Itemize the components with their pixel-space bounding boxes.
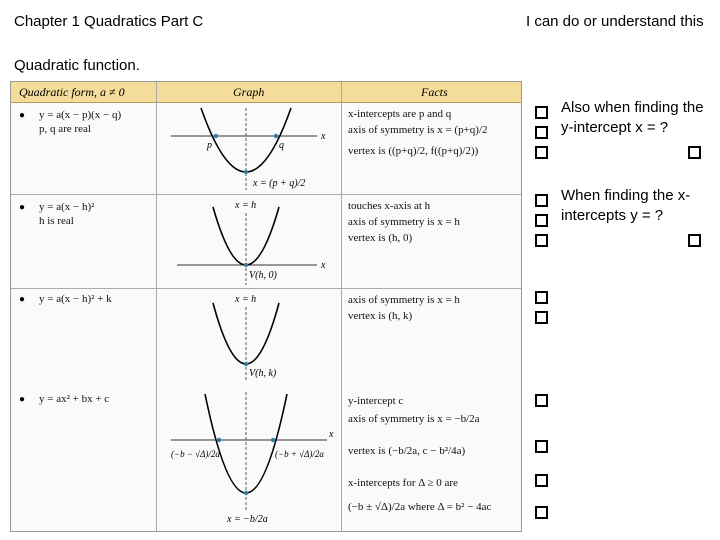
header-graph: Graph xyxy=(233,85,265,99)
bullet-icon: ● xyxy=(19,110,26,121)
label-x: x xyxy=(321,260,326,271)
form-row4: y = ax² + bx + c xyxy=(39,393,110,405)
checkbox[interactable] xyxy=(535,106,548,119)
bullet-icon: ● xyxy=(19,294,26,305)
fact-row4-1: y-intercept c xyxy=(348,395,404,407)
column-divider xyxy=(341,82,342,531)
label-p: p xyxy=(207,140,212,151)
fact-row2-2: axis of symmetry is x = h xyxy=(348,216,460,228)
label-x: x xyxy=(321,131,326,142)
label-axis: x = h xyxy=(235,294,257,305)
label-axis: x = −b/2a xyxy=(227,514,268,525)
bullet-icon: ● xyxy=(19,394,26,405)
fact-row4-4: x-intercepts for Δ ≥ 0 are xyxy=(348,477,458,489)
checkbox[interactable] xyxy=(535,311,548,324)
note-y-intercept: Also when finding the y-intercept x = ? xyxy=(561,99,704,136)
graph-row4 xyxy=(157,382,341,530)
bullet-icon: ● xyxy=(19,202,26,213)
checklist-heading: I can do or understand this xyxy=(526,13,704,30)
graph-row3 xyxy=(157,289,341,381)
header-form: Quadratic form, a ≠ 0 xyxy=(19,85,125,99)
label-left-root: (−b − √Δ)/2a xyxy=(171,449,220,459)
label-q: q xyxy=(279,140,284,151)
checkbox[interactable] xyxy=(688,146,701,159)
checkbox[interactable] xyxy=(535,146,548,159)
note-x-intercepts: When finding the x-intercepts y = ? xyxy=(561,187,691,224)
form-row3: y = a(x − h)² + k xyxy=(39,293,112,305)
page-subtitle: Quadratic function. xyxy=(14,57,140,74)
checkbox[interactable] xyxy=(535,474,548,487)
label-vertex: V(h, 0) xyxy=(249,270,277,281)
checkbox[interactable] xyxy=(535,126,548,139)
fact-row4-3: vertex is (−b/2a, c − b²/4a) xyxy=(348,445,466,457)
form-row2-note: h is real xyxy=(39,215,74,227)
checkbox[interactable] xyxy=(535,291,548,304)
fact-row3-2: vertex is (h, k) xyxy=(348,310,413,322)
page-title: Chapter 1 Quadratics Part C xyxy=(14,13,204,30)
fact-row4-2: axis of symmetry is x = −b/2a xyxy=(348,413,480,425)
fact-row1-2: axis of symmetry is x = (p+q)/2 xyxy=(348,124,488,136)
form-row1: y = a(x − p)(x − q) xyxy=(39,109,122,121)
checkbox[interactable] xyxy=(688,234,701,247)
quadratic-table xyxy=(10,81,522,532)
checkbox[interactable] xyxy=(535,440,548,453)
label-right-root: (−b + √Δ)/2a xyxy=(275,449,324,459)
form-row1-note: p, q are real xyxy=(39,123,91,135)
fact-row3-1: axis of symmetry is x = h xyxy=(348,294,460,306)
form-row2: y = a(x − h)² xyxy=(39,201,95,213)
fact-row1-1: x-intercepts are p and q xyxy=(348,108,452,120)
checkbox[interactable] xyxy=(535,394,548,407)
header-facts: Facts xyxy=(421,85,448,99)
label-axis: x = (p + q)/2 xyxy=(253,178,306,189)
checkbox[interactable] xyxy=(535,234,548,247)
fact-row4-5: (−b ± √Δ)/2a where Δ = b² − 4ac xyxy=(348,501,492,513)
label-axis: x = h xyxy=(235,200,257,211)
fact-row2-3: vertex is (h, 0) xyxy=(348,232,413,244)
checkbox[interactable] xyxy=(535,506,548,519)
checkbox[interactable] xyxy=(535,194,548,207)
graph-row2 xyxy=(157,195,341,288)
label-x: x xyxy=(329,429,334,440)
fact-row1-3: vertex is ((p+q)/2, f((p+q)/2)) xyxy=(348,145,479,157)
graph-row1 xyxy=(157,104,341,194)
fact-row2-1: touches x-axis at h xyxy=(348,200,431,212)
checkbox[interactable] xyxy=(535,214,548,227)
label-vertex: V(h, k) xyxy=(249,368,277,379)
